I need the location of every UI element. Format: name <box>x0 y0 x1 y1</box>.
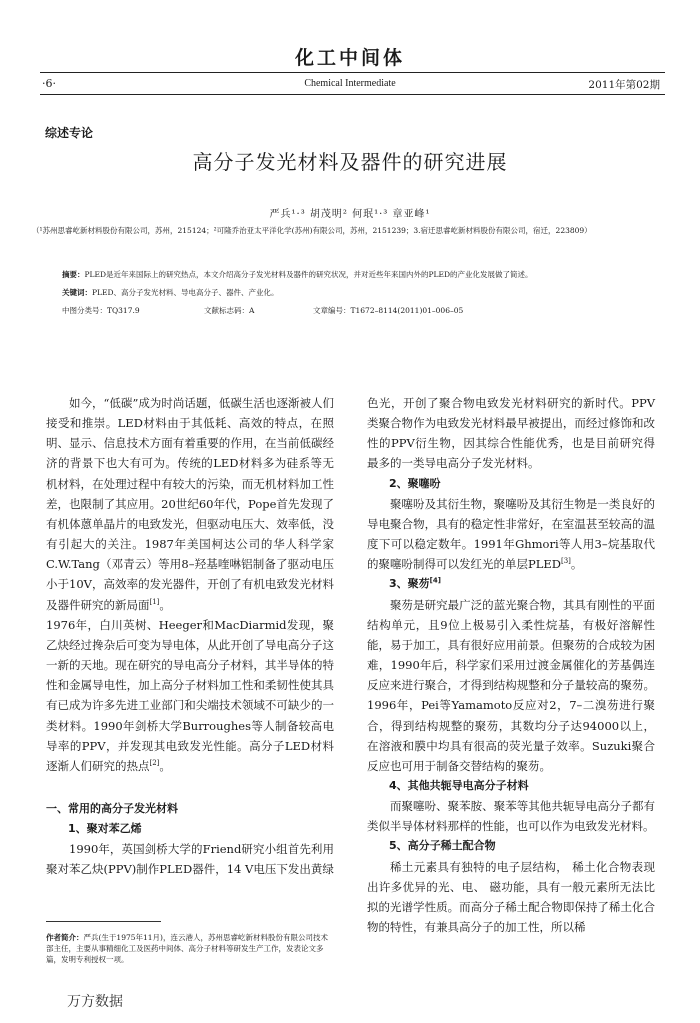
citation: [1] <box>149 597 160 606</box>
left-column <box>46 393 334 880</box>
citation: [3] <box>561 557 571 566</box>
paragraph <box>46 615 334 776</box>
keywords <box>62 284 642 302</box>
abstract-block <box>62 266 642 302</box>
affiliations: （¹苏州思睿屹新材料股份有限公司，苏州，215124；²可隆乔治亚太平洋化学(苏州)有限公司，苏州，2151239；3.宿迁思睿屹新材料股份有限公司，宿迁，223809） <box>32 226 592 235</box>
keywords-text: PLED、高分子发光材料、导电高分子、器件、产业化。 <box>92 288 279 297</box>
header-rule-top <box>40 72 665 73</box>
clc-number: 中图分类号：TQ317.9 <box>62 306 140 315</box>
right-column <box>367 393 655 937</box>
watermark: 万方数据 <box>67 994 123 1010</box>
paragraph-text: 1976年，白川英树、Heeger和MacDiarmid发现，聚乙炔经过搀杂后可变为导电体，从此开创了导电高分子这一新的天地。现在研究的导电高分子材料，其半导体的特性和金属导电性，加上高分子材料加工性和柔韧性使其具有已成为许多先进工业部门和尖端技术领域不可缺少的一类材料。1990年剑桥大学Burroughes等人制备较高电导率的PPV，并发现其电致发光性能。高分子LED材料逐渐人们研究的热点 <box>46 617 334 773</box>
paragraph: 稀土元素具有独特的电子层结构， 稀土化合物表现出许多优异的光、电、 磁功能，具有一般元素所无法比拟的光谱学性质。而高分子稀土配合物即保持了稀土化合物的特性，有兼具高分子的加工性，所以稀 <box>367 859 655 935</box>
footnote-text: 严兵(生于1975年11月)，连云港人，苏州思睿屹新材料股份有限公司技术部主任，主要从事精细化工及医药中间体、高分子材料等研发生产工作，发表论文多篇，发明专利授权一项。 <box>46 933 328 964</box>
citation: [2] <box>149 758 160 767</box>
paragraph: 色光，开创了聚合物电致发光材料研究的新时代。PPV类聚合物作为电致发光材料最早被提出，而经过修饰和改性的PPV衍生物，因其综合性能优秀，也是目前研究得最多的一类导电高分子发光材料。 <box>367 396 655 471</box>
heading-1-1: 1、聚对苯乙烯 <box>68 822 142 836</box>
issue-label: 2011年第02期 <box>588 79 660 91</box>
keywords-label: 关键词： <box>62 288 92 297</box>
journal-english-name: Chemical Intermediate <box>304 78 396 89</box>
section-label: 综述专论 <box>45 126 94 140</box>
heading-text: 3、聚芴 <box>389 577 430 591</box>
page-number: ·6· <box>42 77 56 90</box>
paragraph: 1990年，英国剑桥大学的Friend研究小组首先利用聚对苯乙炔(PPV)制作PLED器件，14 V电压下发出黄绿 <box>46 842 334 877</box>
paragraph-text: 聚噻吩及其衍生物，聚噻吩及其衍生物是一类良好的导电聚合物，具有的稳定性非常好，在室温甚至较高的温度下可以稳定数年。1991年Ghmori等人用3–烷基取代的聚噻吩制得可以发红光的单层PLED <box>367 496 655 572</box>
abstract <box>62 266 642 284</box>
footnote-rule <box>46 921 161 922</box>
abstract-label: 摘要： <box>62 270 85 279</box>
paragraph: 而聚噻吩、聚苯胺、聚苯等其他共轭导电高分子都有类似半导体材料那样的性能，也可以作为电致发光材料。 <box>367 799 655 834</box>
heading-5: 5、高分子稀土配合物 <box>389 839 496 853</box>
punctuation: 。 <box>570 557 583 572</box>
classification-row <box>62 305 642 319</box>
document-code: 文献标志码：A <box>204 306 255 315</box>
paragraph: 聚芴是研究最广泛的蓝光聚合物，其具有刚性的平面结构单元，且9位上极易引入柔性烷基，有极好溶解性能，易于加工，具有很好应用前景。但聚芴的合成较为困难，1990年后，科学家们采用过渡金属催化的芳基偶连反应来进行聚合，才得到结构规整和分子量较高的聚芴。1996年，Pei等Yamamoto反应对2，7–二溴芴进行聚合，得到结构规整的聚芴，其数均分子达94000以上，在溶液和膜中均具有很高的荧光量子效率。Suzuki聚合反应也可用于制备交替结构的聚芴。 <box>367 597 655 773</box>
author-footnote <box>46 932 334 965</box>
footnote-label: 作者简介： <box>46 933 84 942</box>
heading-1: 一、常用的高分子发光材料 <box>46 801 178 815</box>
heading-4: 4、其他共轭导电高分子材料 <box>389 778 529 792</box>
paragraph <box>46 393 334 615</box>
paragraph-text: 如今，“低碳”成为时尚话题，低碳生活也逐渐被人们接受和推崇。LED材料由于其低耗、高效的特点，在照明、显示、信息技术方面有着重要的作用，在当前低碳经济的背景下也大有可为。传统的LED材料多为硅系等无机材料，在处理过程中有较大的污染，而无机材料加工性差，也限制了其应用。20世纪60年代，Pope首先发现了有机体蒽单晶片的电致发光，但驱动电压大、效率低，没有引起大的关注。1987年美国柯达公司的华人科学家C.W.Tang（邓青云）等用8–羟基喹啉铝制备了驱动电压小于10V，高效率的发光器件，开创了有机电致发光材料及器件研究的新局面 <box>46 396 334 612</box>
heading-2: 2、聚噻吩 <box>389 476 441 490</box>
punctuation: 。 <box>159 758 171 773</box>
authors: 严兵¹·³ 胡茂明² 何珉¹·³ 章亚峰¹ <box>269 209 431 220</box>
punctuation: 。 <box>159 597 171 612</box>
paragraph <box>367 494 655 575</box>
article-title: 高分子发光材料及器件的研究进展 <box>192 150 508 174</box>
article-number: 文章编号：T1672–8114(2011)01–006–05 <box>313 306 464 315</box>
journal-name: 化工中间体 <box>294 47 405 69</box>
heading-3 <box>367 574 655 594</box>
abstract-text: PLED是近年来国际上的研究热点，本文介绍高分子发光材料及器件的研究状况，并对近些年来国内外的PLED的产业化发展做了简述。 <box>84 270 533 279</box>
header-rule-bottom <box>40 94 665 95</box>
spacer <box>46 776 334 799</box>
citation: [4] <box>429 576 441 585</box>
